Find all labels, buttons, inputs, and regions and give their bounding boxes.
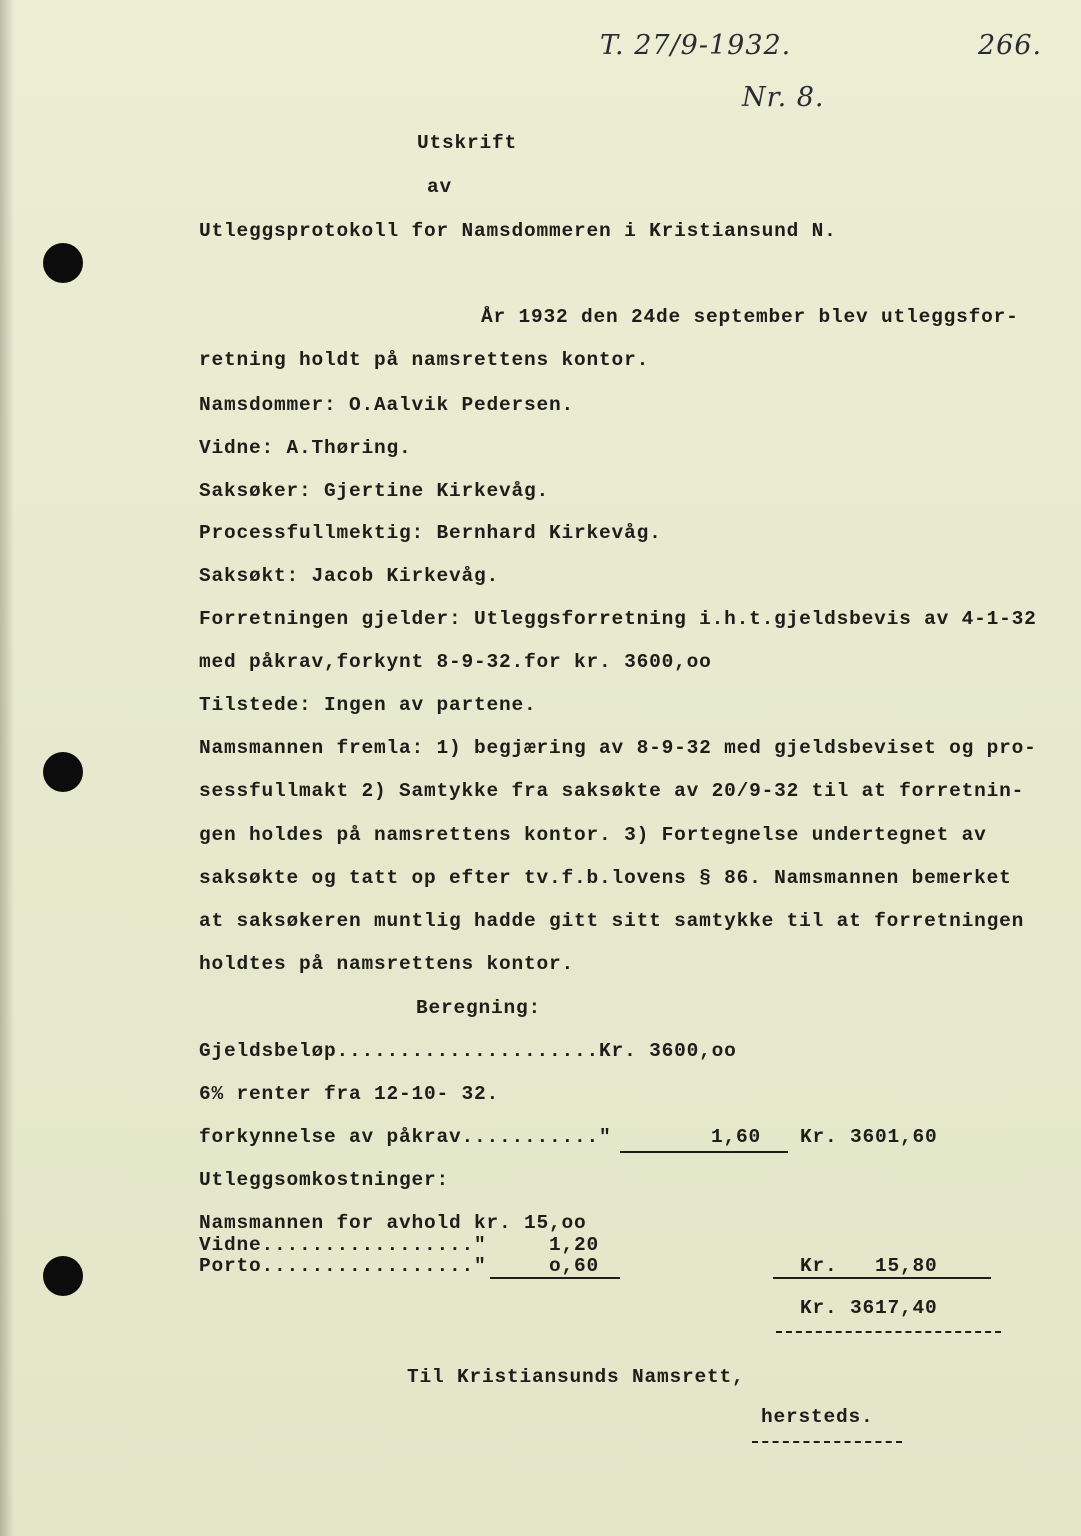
forretningen-line: med påkrav,forkynt 8-9-32.for kr. 3600,oo [199, 651, 712, 673]
paragraph-line: retning holdt på namsrettens kontor. [199, 349, 650, 371]
gjeldsbelop-line: Gjeldsbeløp.....................Kr. 3600,oo [199, 1040, 737, 1062]
namsmannen-line: at saksøkeren muntlig hadde gitt sitt samtykke til at forretningen [199, 910, 1025, 932]
grand-total-dashed-rule [776, 1331, 1001, 1333]
renter-line: 6% renter fra 12-10- 32. [199, 1083, 500, 1105]
saksokt-line: Saksøkt: Jacob Kirkevåg. [199, 565, 500, 587]
namsmannen-line: Namsmannen fremla: 1) begjæring av 8-9-32 med gjeldsbeviset og pro- [199, 737, 1037, 759]
beregning-heading: Beregning: [416, 997, 542, 1019]
forkynnelse-underline [620, 1151, 788, 1153]
porto-fee-label: Porto................." [199, 1255, 487, 1277]
handwritten-page-number: 266. [978, 30, 1043, 61]
forkynnelse-total: Kr. 3601,60 [800, 1126, 938, 1148]
paragraph-line: År 1932 den 24de september blev utleggsfor- [481, 306, 1019, 328]
header-title: Utskrift [417, 132, 518, 154]
namsmannen-line: holdtes på namsrettens kontor. [199, 953, 575, 975]
utleggsomkostninger-heading: Utleggsomkostninger: [199, 1169, 450, 1191]
namsdommer-line: Namsdommer: O.Aalvik Pedersen. [199, 394, 575, 416]
punch-hole-middle [43, 752, 83, 792]
vidne-fee-amount: 1,20 [549, 1234, 600, 1256]
vidne-fee-label: Vidne................." [199, 1234, 487, 1256]
grand-total: Kr. 3617,40 [800, 1297, 938, 1319]
handwritten-date: T. 27/9-1932. [600, 30, 792, 61]
namsmannen-line: saksøkte og tatt op efter tv.f.b.lovens § 86. Namsmannen bemerket [199, 867, 1012, 889]
tilstede-line: Tilstede: Ingen av partene. [199, 694, 537, 716]
forkynnelse-label: forkynnelse av påkrav..........." [199, 1126, 612, 1148]
footer-place: hersteds. [761, 1406, 874, 1428]
footer-dashed-rule [752, 1441, 902, 1443]
header-protocol: Utleggsprotokoll for Namsdommeren i Kristiansund N. [199, 220, 837, 242]
handwritten-document-number: Nr. 8. [742, 82, 825, 113]
punch-hole-bottom [43, 1256, 83, 1296]
namsmannen-line: sessfullmakt 2) Samtykke fra saksøkte av 20/9-32 til at forretnin- [199, 780, 1025, 802]
prosessfullmektig-line: Processfullmektig: Bernhard Kirkevåg. [199, 522, 662, 544]
forretningen-line: Forretningen gjelder: Utleggsforretning i.h.t.gjeldsbevis av 4-1-32 [199, 608, 1037, 630]
vidne-line: Vidne: A.Thøring. [199, 437, 412, 459]
punch-hole-top [43, 243, 83, 283]
forkynnelse-amount: 1,60 [711, 1126, 762, 1148]
saksoker-line: Saksøker: Gjertine Kirkevåg. [199, 480, 550, 502]
header-av: av [427, 176, 453, 198]
footer-addressee: Til Kristiansunds Namsrett, [407, 1366, 745, 1388]
omkostninger-total: Kr. 15,80 [800, 1255, 938, 1277]
namsmannen-line: gen holdes på namsrettens kontor. 3) Fortegnelse undertegnet av [199, 824, 987, 846]
omkostninger-underline [773, 1277, 991, 1279]
porto-underline [490, 1277, 620, 1279]
porto-fee-amount: o,60 [549, 1255, 600, 1277]
page-edge-shadow [0, 0, 14, 1536]
namsmannen-fee-line: Namsmannen for avhold kr. 15,oo [199, 1212, 587, 1234]
